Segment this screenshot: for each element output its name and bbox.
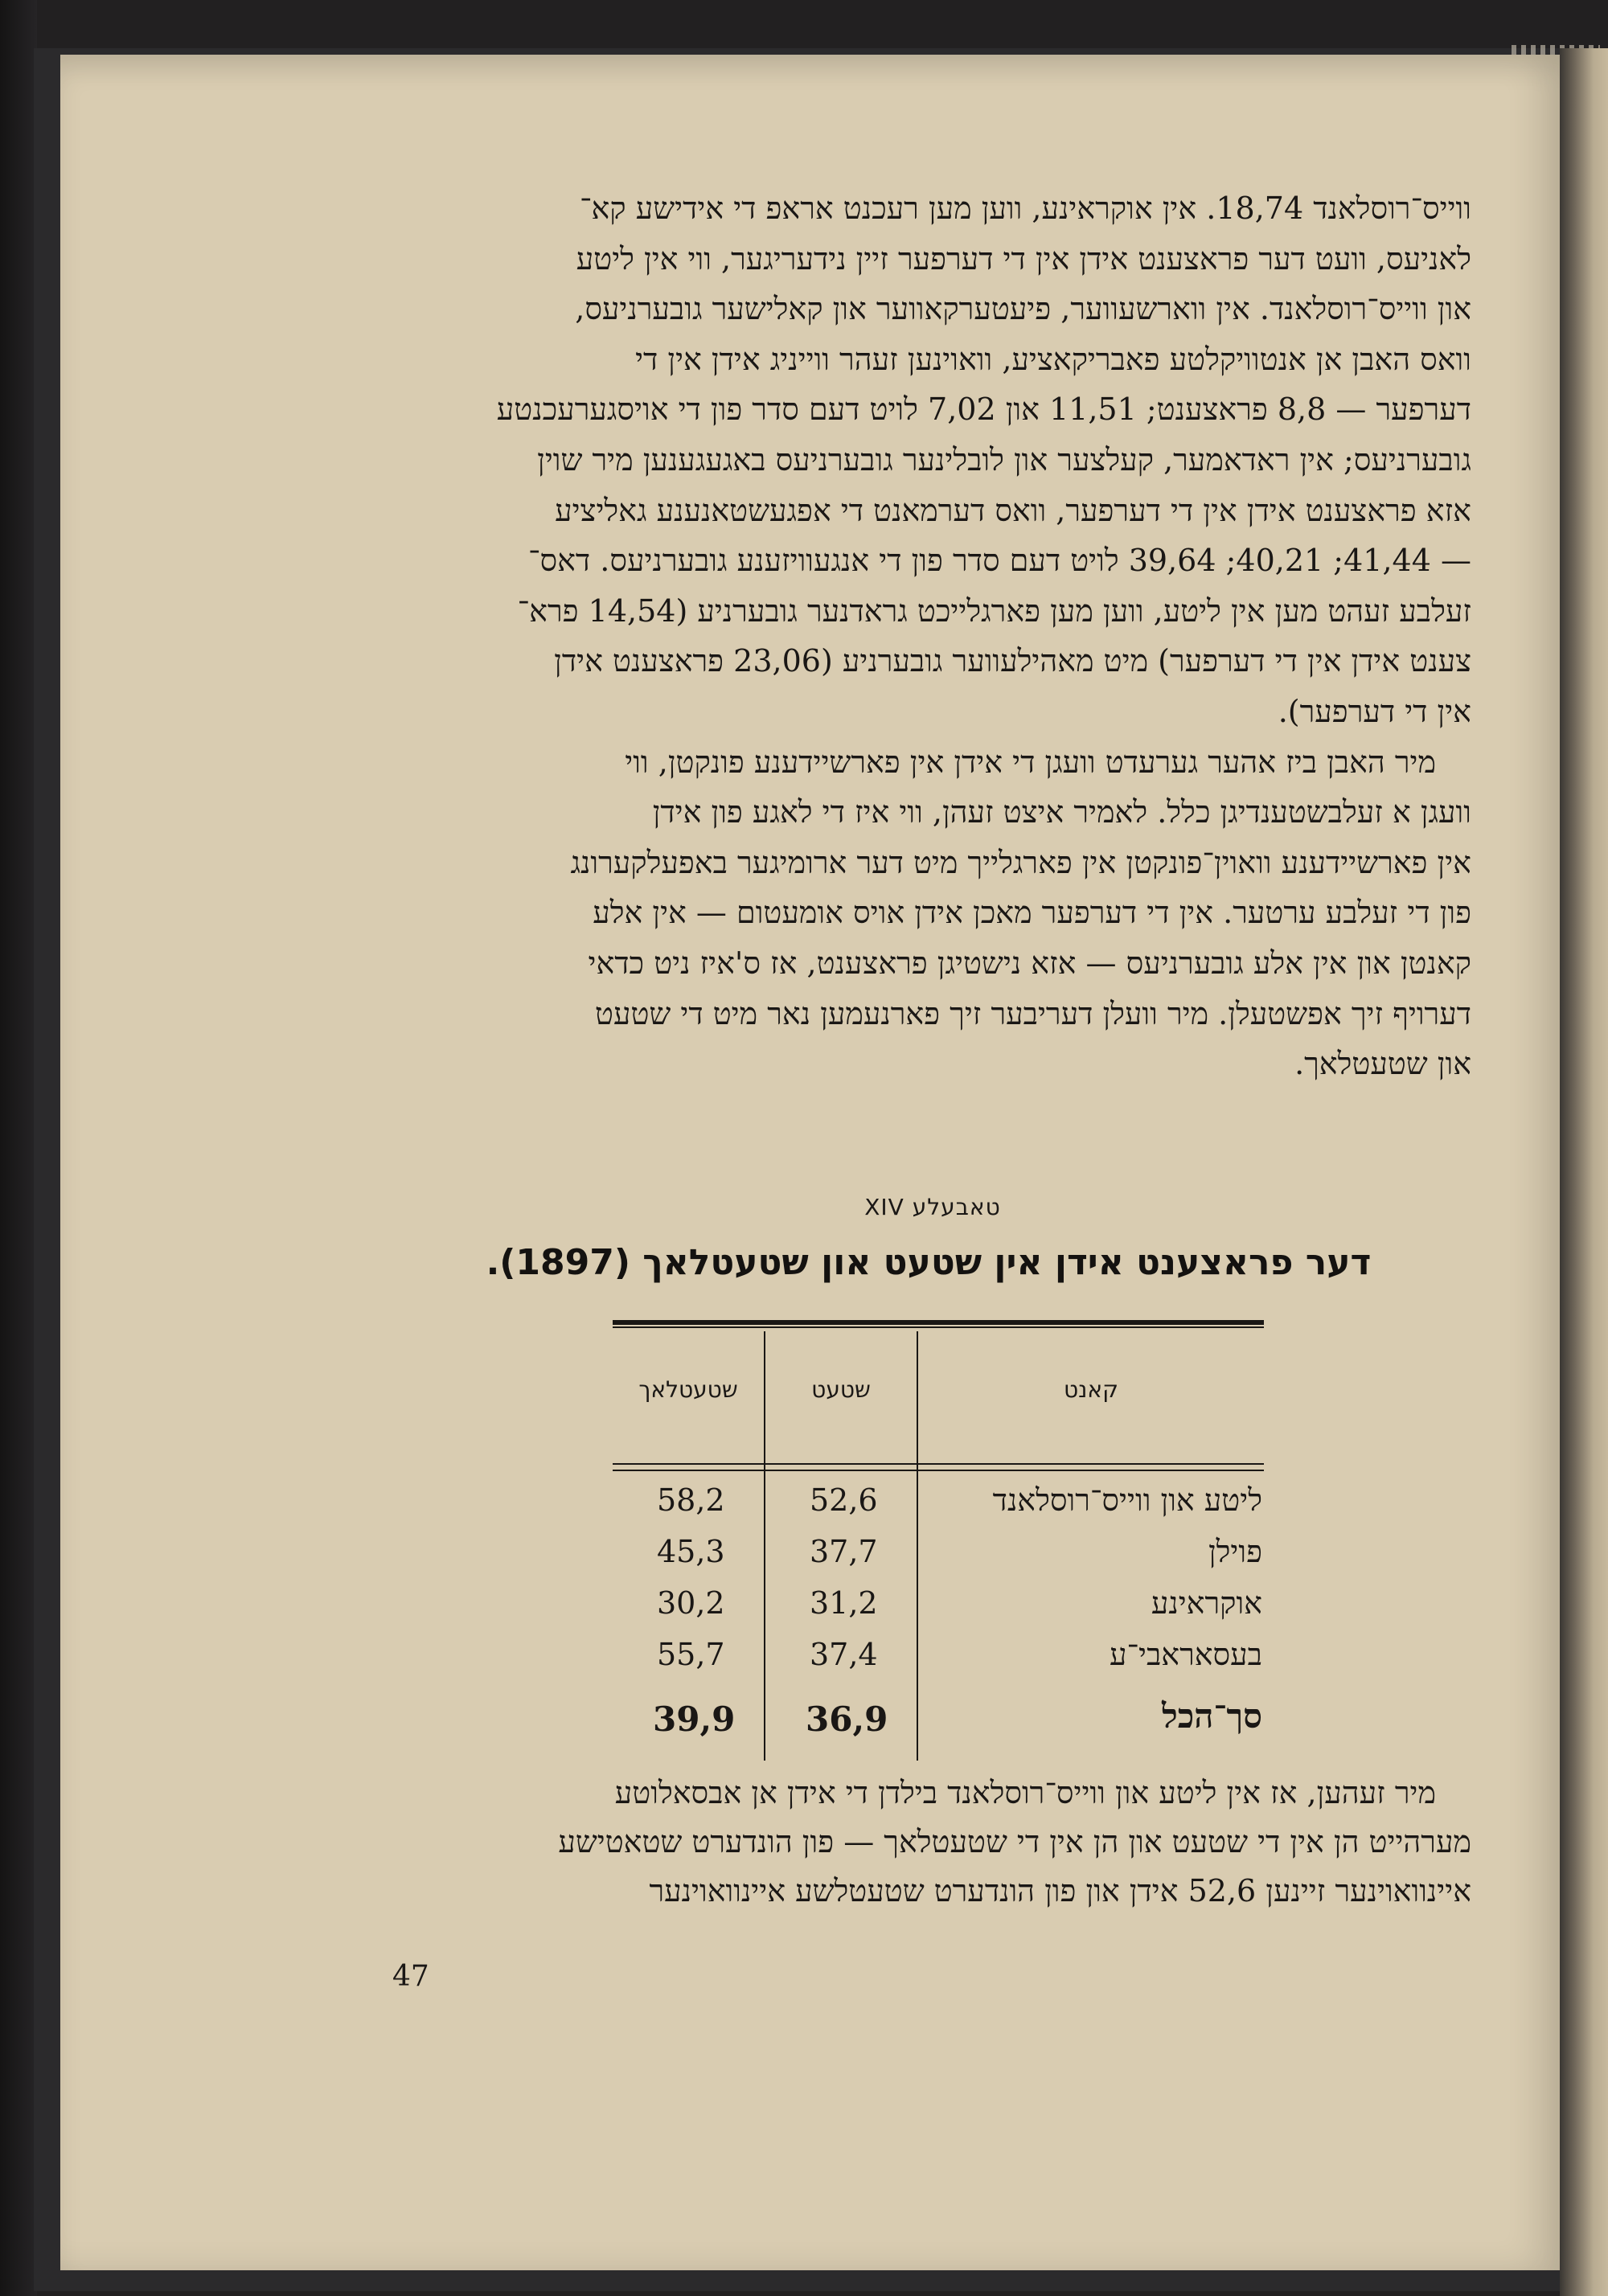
page-gutter: [1560, 48, 1608, 2296]
table-header-rule: [613, 1463, 1264, 1471]
header-cities: שטעט: [811, 1376, 871, 1403]
table-row-cities: 37,4: [810, 1637, 878, 1672]
table-row-region: ליטע און ווייס־רוסלאנד: [992, 1482, 1262, 1518]
text-line: דערויף זיך אפשטעלן. מיר וועלן דעריבער זיך פארנעמען נאר מיט די שטעט: [595, 995, 1471, 1031]
table-top-rule: [613, 1320, 1264, 1328]
text-line: וועגן א זעלבשטענדיגן כלל. לאמיר איצט זעהן, ווי איז די לאגע פון אידן: [652, 794, 1471, 830]
table-row-region: בעסאראבי־ע: [1109, 1637, 1262, 1672]
text-line: — 41,44; 40,21; 39,64 לויט דעם סדר פון די אנגעוויזענע גובערניעס. דאס־: [527, 543, 1471, 579]
text-line: לאניעס, וועט דער פראצענט אידן אין די דערפער זיין נידעריגער, ווי אין ליטע: [576, 240, 1471, 277]
paragraph-2: [394, 737, 1471, 1089]
text-line: מיר האבן ביז אהער גערעדט וועגן די אידן אין פארשיידענע פונקטן, ווי: [625, 744, 1436, 780]
table-row-towns: 30,2: [657, 1585, 725, 1621]
text-line: דערפער — 8,8 פראצענט; 11,51 און 7,02 לויט דעם סדר פון די אויסגערעכנטע: [496, 392, 1471, 428]
table-total-towns: 39,9: [653, 1699, 736, 1739]
text-line: זעלבע זעהט מען אין ליטע, ווען מען פארגלייכט גראדנער גובערניע (14,54 פרא־: [517, 592, 1471, 629]
text-line: מערהייט הן אין די שטעט און הן אין די שטעטלאך — פון הונדערט שטאטישע: [558, 1824, 1471, 1859]
table-title: דער פראצענט אידן אין שטעט און שטעטלאך (1897).: [486, 1242, 1372, 1283]
table-row-region: אוקראינע: [1151, 1585, 1262, 1621]
text-line: און ווייס־רוסלאנד. אין ווארשעווער, פיעטערקאווער און קאלישער גובערניעס,: [575, 291, 1471, 327]
table-row-towns: 45,3: [657, 1534, 725, 1569]
text-line: קאנטן און אין אלע גובערניעס — אזא נישטיגן פראצענט, אז ס'איז ניט כדאי: [588, 945, 1471, 981]
text-line: און שטעטלאך.: [1294, 1046, 1471, 1082]
table-row-cities: 52,6: [810, 1482, 878, 1518]
header-towns: שטעטלאך: [638, 1376, 738, 1403]
text-line: וואס האבן אן אנטוויקלטע פאבריקאציע, וואוינען זעהר ווייניג אידן אין די: [635, 341, 1471, 377]
text-line: אזא פראצענט אידן אין די דערפער, וואס דערמאנט די אפגעשטאנענע גאליציע: [555, 492, 1471, 528]
table-row-region: פוילן: [1208, 1534, 1262, 1569]
text-line: אין די דערפער).: [1278, 693, 1471, 729]
text-line: מיר זעהען, אז אין ליטע און ווייס־רוסלאנד בילדן די אידן אן אבסאלוטע: [614, 1775, 1436, 1810]
table-row-cities: 31,2: [810, 1585, 878, 1621]
bottom-text: [394, 1769, 1471, 1916]
text-line: איינוואוינער זיינען 52,6 אידן און פון הונדערט שטעטלשע איינוואוינער: [649, 1873, 1471, 1909]
text-line: צענט אידן אין די דערפער) מיט מאהילעווער גובערניע (23,06 פראצענט אידן: [554, 643, 1471, 679]
text-line: אין פארשיידענע וואוין־פונקטן אין פארגלייך מיט דער ארומיגער באפעלקערונג: [570, 844, 1471, 880]
paragraph-1: [394, 183, 1471, 737]
table-total-region: סך־הכל: [1162, 1696, 1262, 1736]
table-row-towns: 55,7: [657, 1637, 725, 1672]
table-caption: טאבעלע XIV: [864, 1194, 1001, 1220]
text-line: גובערניעס; אין ראדאמער, קעלצער און לובלינער גובערניעס באגעגענען מיר שוין: [537, 441, 1471, 478]
header-region: קאנט: [1064, 1376, 1118, 1403]
text-line: פון די זעלבע ערטער. אין די דערפער מאכן אידן אויס אומעטום — אין אלע: [593, 895, 1471, 931]
body-text: [394, 183, 1471, 1089]
table-row-cities: 37,7: [810, 1534, 878, 1569]
data-table: [613, 1320, 1264, 1761]
text-line: ווייס־רוסלאנד 18,74. אין אוקראינע, ווען מען רעכנט אראפ די אידישע קא־: [579, 191, 1471, 226]
book-spine: [0, 0, 37, 2296]
table-row-towns: 58,2: [657, 1482, 725, 1518]
page-number: 47: [392, 1960, 429, 1993]
table-total-cities: 36,9: [806, 1699, 888, 1739]
